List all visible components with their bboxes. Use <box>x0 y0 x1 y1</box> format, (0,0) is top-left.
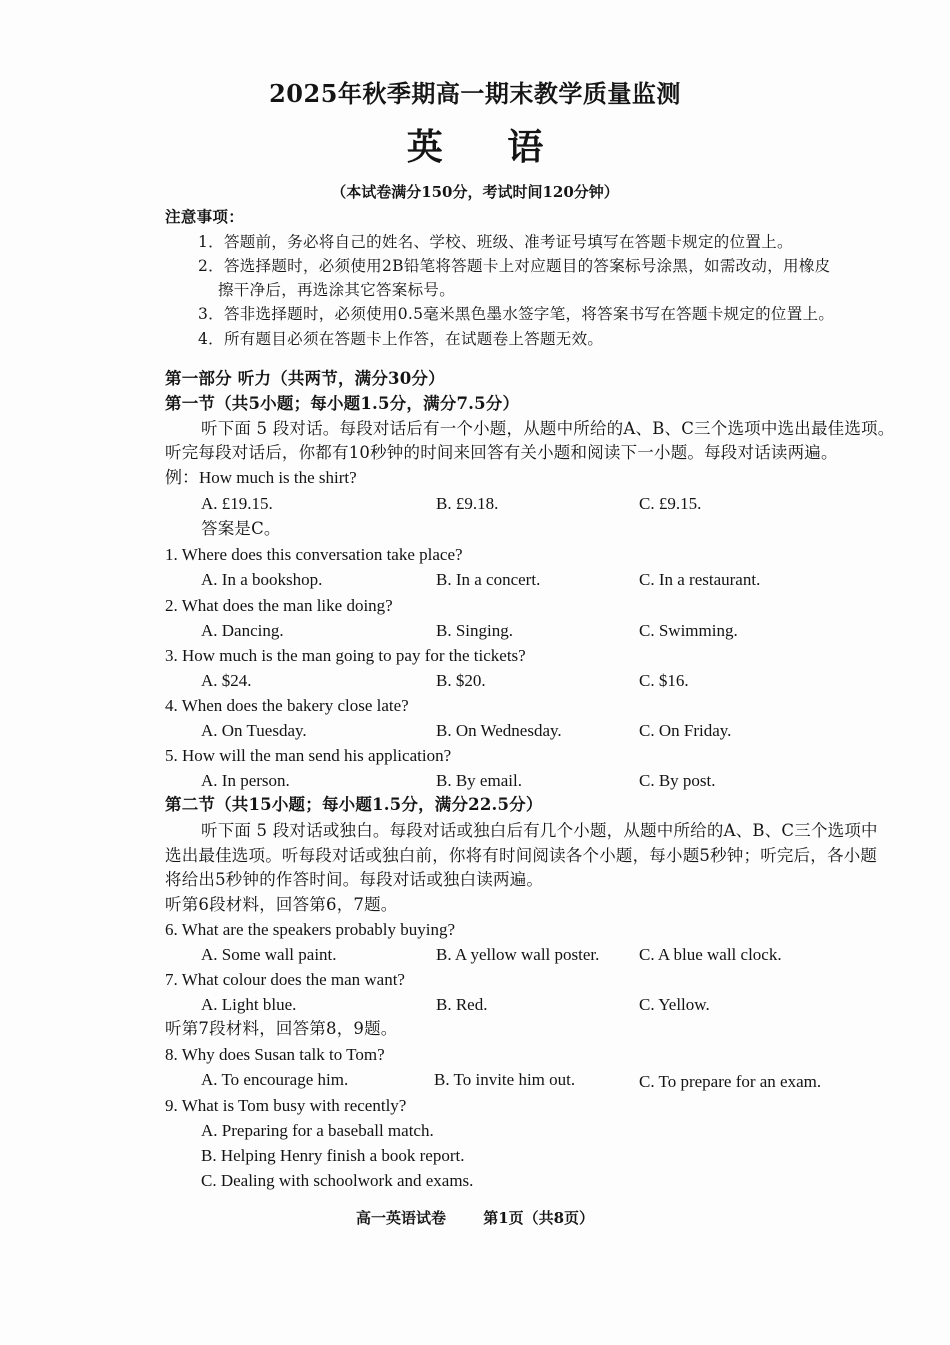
example-answer: 答案是C。 <box>201 519 281 538</box>
question-4-option-a: A. On Tuesday. <box>201 721 307 740</box>
example-option-b: B. £9.18. <box>436 494 499 513</box>
section2-instructions: 选出最佳选项。听每段对话或独白前，你将有时间阅读各个小题，每小题5秒钟；听完后，各小题 <box>165 846 878 865</box>
question-1-option-c: C. In a restaurant. <box>639 570 761 589</box>
page-footer <box>0 1208 950 1228</box>
question-7-option-b: B. Red. <box>436 995 488 1014</box>
question-4-option-b: B. On Wednesday. <box>436 721 562 740</box>
note-item: 4．所有题目必须在答题卡上作答，在试题卷上答题无效。 <box>198 330 604 348</box>
question-3-option-c: C. $16. <box>639 671 689 690</box>
note-item: 1．答题前，务必将自己的姓名、学校、班级、准考证号填写在答题卡规定的位置上。 <box>198 233 793 251</box>
question-7-option-c: C. Yellow. <box>639 995 710 1014</box>
question-7-option-a: A. Light blue. <box>201 995 297 1014</box>
note-item: 擦干净后，再选涂其它答案标号。 <box>218 281 456 299</box>
question-6-option-c: C. A blue wall clock. <box>639 945 782 964</box>
section1-heading: 第一节（共5小题；每小题1.5分，满分7.5分） <box>165 394 520 413</box>
question-3-option-a: A. $24. <box>201 671 252 690</box>
question-9: 9. What is Tom busy with recently? <box>165 1096 407 1115</box>
question-2-option-a: A. Dancing. <box>201 621 284 640</box>
footer-paper-name: 高一英语试卷 <box>355 1209 446 1227</box>
question-5: 5. How will the man send his application? <box>165 746 452 765</box>
note-item: 2．答选择题时，必须使用2B铅笔将答题卡上对应题目的答案标号涂黑，如需改动，用橡皮 <box>198 257 831 275</box>
material-6-note: 听第6段材料，回答第6，7题。 <box>165 895 398 914</box>
example-option-a: A. £19.15. <box>201 494 273 513</box>
question-8-option-a: A. To encourage him. <box>201 1070 349 1089</box>
exam-title: 2025年秋季期高一期末教学质量监测 <box>269 79 681 108</box>
question-8: 8. Why does Susan talk to Tom? <box>165 1045 385 1064</box>
question-9-option-c: C. Dealing with schoolwork and exams. <box>201 1171 474 1190</box>
footer-page-info: 第1页（共8页） <box>483 1209 595 1227</box>
section1-instructions: 听下面 5 段对话。每段对话后有一个小题，从题中所给的A、B、C三个选项中选出最佳选项。 <box>201 419 895 438</box>
question-5-option-a: A. In person. <box>201 771 290 790</box>
question-7: 7. What colour does the man want? <box>165 970 405 989</box>
subject-title: 英 语 <box>406 126 570 168</box>
question-9-option-a: A. Preparing for a baseball match. <box>201 1121 434 1140</box>
question-4: 4. When does the bakery close late? <box>165 696 409 715</box>
question-8-option-c: C. To prepare for an exam. <box>639 1072 822 1091</box>
example-question: 例：How much is the shirt? <box>165 468 357 487</box>
question-5-option-b: B. By email. <box>436 771 522 790</box>
section2-heading: 第二节（共15小题；每小题1.5分，满分22.5分） <box>165 795 543 814</box>
question-2: 2. What does the man like doing? <box>165 596 393 615</box>
exam-info: （本试卷满分150分，考试时间120分钟） <box>331 183 619 201</box>
question-9-option-b: B. Helping Henry finish a book report. <box>201 1146 465 1165</box>
question-8-option-b: B. To invite him out. <box>434 1070 576 1089</box>
question-2-option-b: B. Singing. <box>436 621 513 640</box>
question-2-option-c: C. Swimming. <box>639 621 738 640</box>
question-3-option-b: B. $20. <box>436 671 486 690</box>
question-1: 1. Where does this conversation take place? <box>165 545 463 564</box>
section1-instructions: 听完每段对话后，你都有10秒钟的时间来回答有关小题和阅读下一小题。每段对话读两遍。 <box>165 443 838 462</box>
note-item: 3．答非选择题时，必须使用0.5毫米黑色墨水签字笔，将答案书写在答题卡规定的位置上。 <box>198 305 835 323</box>
question-4-option-c: C. On Friday. <box>639 721 732 740</box>
question-6-option-b: B. A yellow wall poster. <box>436 945 600 964</box>
section2-instructions: 听下面 5 段对话或独白。每段对话或独白后有几个小题，从题中所给的A、B、C三个选项中 <box>201 821 878 840</box>
example-option-c: C. £9.15. <box>639 494 702 513</box>
question-3: 3. How much is the man going to pay for the tickets? <box>165 646 526 665</box>
question-1-option-b: B. In a concert. <box>436 570 541 589</box>
part1-heading: 第一部分 听力（共两节，满分30分） <box>165 369 445 388</box>
notes-heading: 注意事项： <box>165 207 245 226</box>
question-5-option-c: C. By post. <box>639 771 716 790</box>
material-7-note: 听第7段材料，回答第8，9题。 <box>165 1019 398 1038</box>
question-1-option-a: A. In a bookshop. <box>201 570 323 589</box>
question-6-option-a: A. Some wall paint. <box>201 945 337 964</box>
question-6: 6. What are the speakers probably buying? <box>165 920 456 939</box>
section2-instructions: 将给出5秒钟的作答时间。每段对话或独白读两遍。 <box>165 870 544 889</box>
